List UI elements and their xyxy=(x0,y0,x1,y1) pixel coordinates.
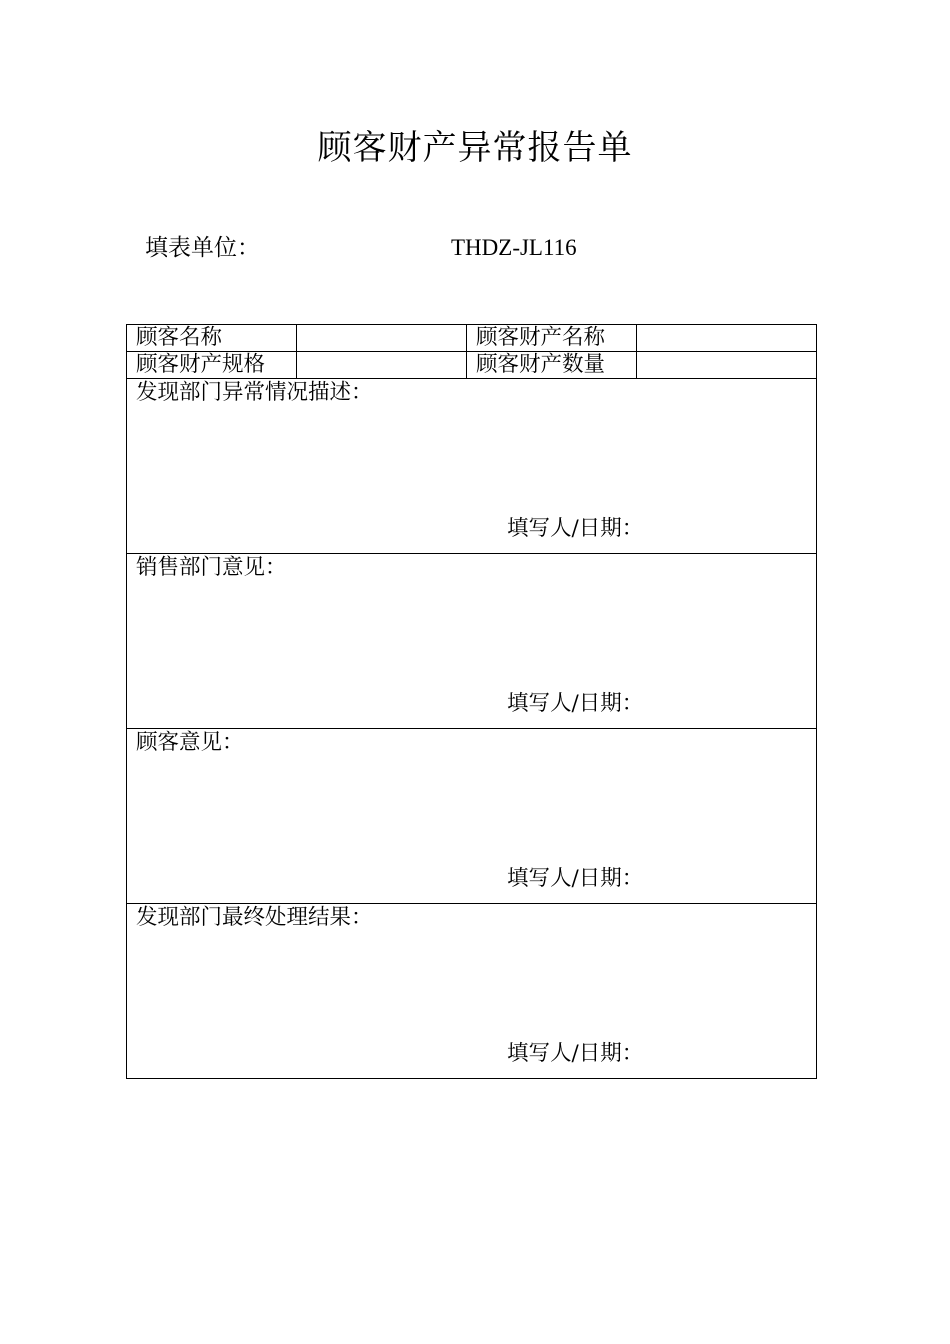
signer-date-label: 填写人/日期： xyxy=(507,1041,644,1066)
fill-unit-label: 填表单位： xyxy=(145,235,260,261)
form-code: THDZ-JL116 xyxy=(451,235,577,260)
customer-name-field[interactable] xyxy=(297,325,467,352)
signer-date-label: 填写人/日期： xyxy=(507,866,644,891)
section-final-result-area[interactable] xyxy=(127,904,817,1079)
page-title: 顾客财产异常报告单 xyxy=(317,128,633,168)
section-customer-opinion-area[interactable] xyxy=(127,729,817,904)
customer-name-label: 顾客名称 xyxy=(127,325,297,352)
property-spec-field[interactable] xyxy=(297,352,467,379)
section-anomaly-description xyxy=(127,379,817,554)
section-label: 发现部门异常情况描述： xyxy=(136,380,373,405)
section-label: 顾客意见： xyxy=(136,730,244,755)
report-form-table xyxy=(126,324,817,1079)
property-quantity-field[interactable] xyxy=(637,352,817,379)
section-anomaly-description-area[interactable] xyxy=(127,379,817,554)
section-sales-opinion-area[interactable] xyxy=(127,554,817,729)
section-sales-opinion xyxy=(127,554,817,729)
property-info-row xyxy=(127,352,817,379)
property-name-field[interactable] xyxy=(637,325,817,352)
signer-date-label: 填写人/日期： xyxy=(507,691,644,716)
customer-info-row xyxy=(127,325,817,352)
section-final-result xyxy=(127,904,817,1079)
property-name-label: 顾客财产名称 xyxy=(467,325,637,352)
property-quantity-label: 顾客财产数量 xyxy=(467,352,637,379)
section-label: 发现部门最终处理结果： xyxy=(136,905,373,930)
property-spec-label: 顾客财产规格 xyxy=(127,352,297,379)
section-label: 销售部门意见： xyxy=(136,555,287,580)
signer-date-label: 填写人/日期： xyxy=(507,516,644,541)
section-customer-opinion xyxy=(127,729,817,904)
